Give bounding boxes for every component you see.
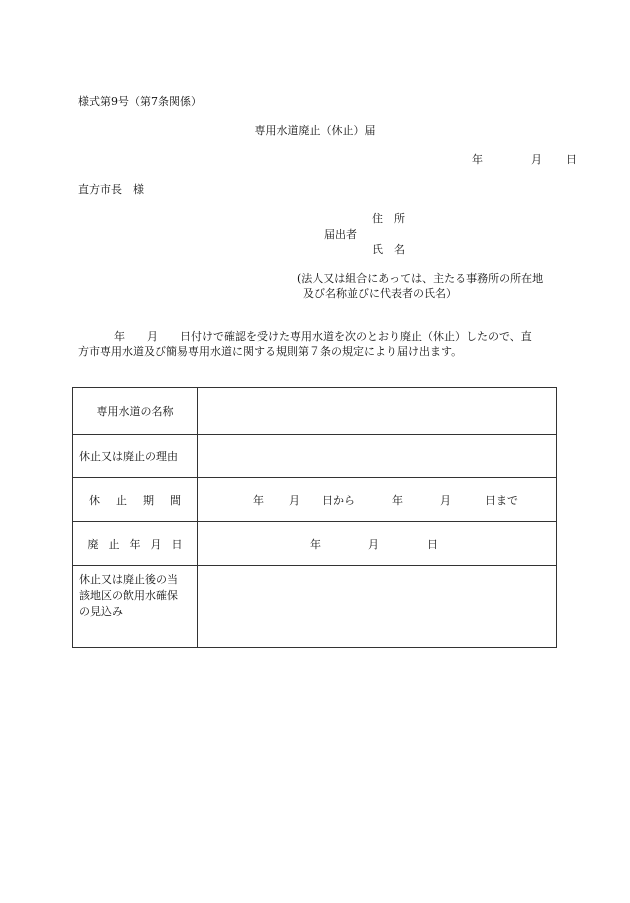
water-name-label: 専用水道の名称 — [73, 388, 198, 435]
applicant-note-line2: 及び名称並びに代表者の氏名） — [303, 287, 457, 300]
name-label: 氏 名 — [372, 243, 405, 256]
abolition-date-value[interactable] — [198, 522, 557, 566]
submission-date — [472, 153, 577, 167]
drinking-water-label-line: 休止又は廃止後の当 — [79, 573, 178, 586]
body-text-line2: 方市専用水道及び簡易専用水道に関する規則第７条の規定により届け出ます。 — [78, 345, 463, 358]
table-row — [73, 435, 557, 478]
to-year: 年 — [392, 493, 403, 507]
date-year: 年 — [472, 153, 483, 166]
body-month: 月 — [147, 330, 158, 343]
reason-value[interactable] — [198, 435, 557, 478]
table-row — [73, 388, 557, 435]
table-row — [73, 522, 557, 566]
form-number: 様式第9号（第7条関係） — [78, 95, 202, 108]
from-month: 月 — [289, 493, 300, 507]
table-row — [73, 566, 557, 648]
reason-label: 休止又は廃止の理由 — [73, 435, 198, 478]
body-text-line1 — [78, 330, 532, 344]
notification-table — [72, 387, 557, 648]
body-line1-text: 日付けで確認を受けた専用水道を次のとおり廃止（休止）したので、直 — [180, 330, 532, 343]
period-label-char: 休 — [89, 493, 100, 507]
drinking-water-value[interactable] — [198, 566, 557, 648]
body-year: 年 — [114, 330, 125, 343]
suspension-period-label — [73, 478, 198, 522]
stop-month: 月 — [368, 537, 379, 551]
addressee: 直方市長 様 — [78, 183, 144, 196]
drinking-water-label-line: の見込み — [79, 605, 123, 618]
date-label-char: 廃 — [87, 537, 99, 551]
period-label-char: 期 — [143, 493, 154, 507]
to-day: 日まで — [485, 493, 518, 507]
from-day: 日から — [322, 493, 355, 507]
date-label-char: 日 — [171, 537, 183, 551]
period-label-char: 間 — [170, 493, 181, 507]
address-label: 住 所 — [372, 212, 405, 225]
stop-day: 日 — [427, 537, 438, 551]
date-day: 日 — [566, 153, 577, 166]
period-label-char: 止 — [116, 493, 127, 507]
from-year: 年 — [253, 493, 264, 507]
table-row — [73, 478, 557, 522]
stop-year: 年 — [310, 537, 321, 551]
drinking-water-label — [73, 566, 198, 648]
to-month: 月 — [440, 493, 451, 507]
drinking-water-label-line: 該地区の飲用水確保 — [79, 589, 178, 602]
date-label-char: 年 — [129, 537, 141, 551]
applicant-note-line1: (法人又は組合にあっては、主たる事務所の所在地 — [297, 272, 544, 285]
water-name-value[interactable] — [198, 388, 557, 435]
filer-label: 届出者 — [324, 228, 357, 241]
abolition-date-label — [73, 522, 198, 566]
suspension-period-value[interactable] — [198, 478, 557, 522]
date-label-char: 止 — [108, 537, 120, 551]
date-month: 月 — [531, 153, 542, 166]
date-label-char: 月 — [150, 537, 162, 551]
document-title: 専用水道廃止（休止）届 — [254, 124, 376, 137]
